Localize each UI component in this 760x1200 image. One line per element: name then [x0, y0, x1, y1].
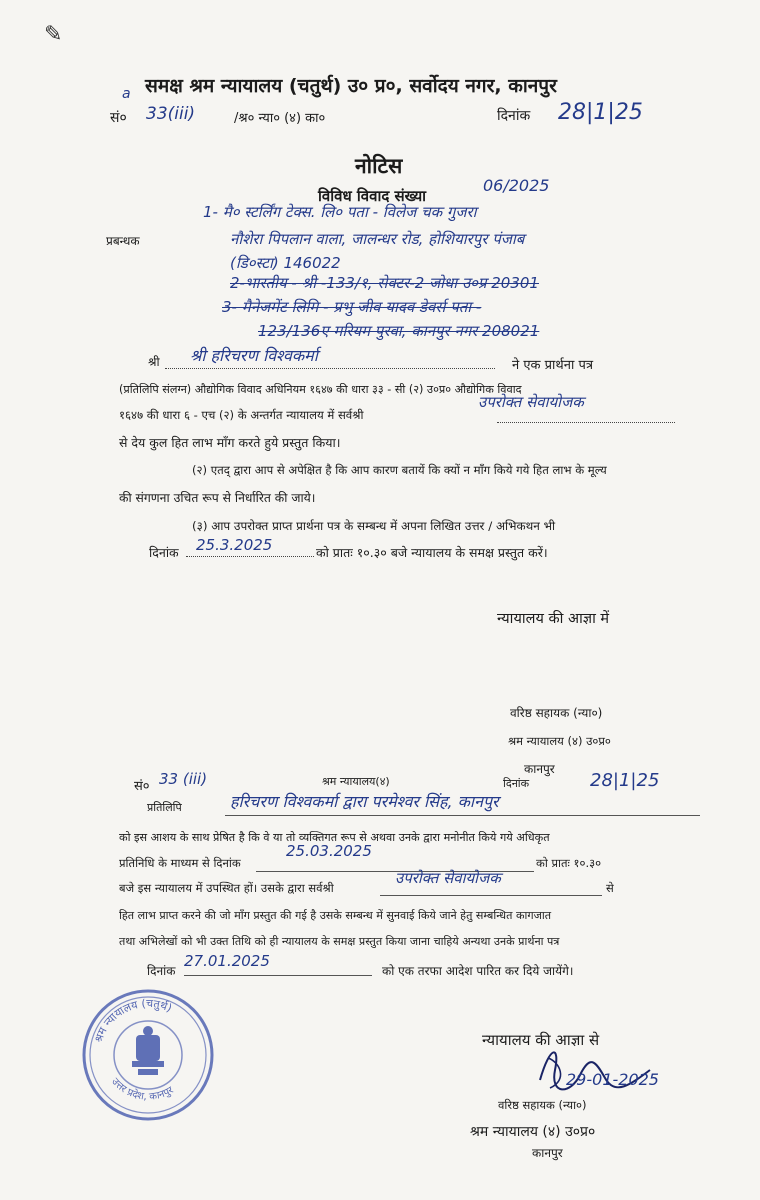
p1-line1-end: ने एक प्रार्थना पत्र [512, 358, 593, 373]
copy-line4: हित लाभ प्राप्त करने की जो माँग प्रस्तुत की गई है उसके सम्बन्ध में सुनवाई किये जाने हेतु सम्बन्धित कागजात [119, 909, 552, 922]
ref-suffix: /श्र० न्या० (४) का० [234, 111, 326, 126]
copy-line3-rule [380, 894, 602, 896]
copy-line6-label: दिनांक [147, 964, 176, 978]
ref-label: सं० [110, 110, 127, 126]
p1-line4: से देय कुल हित लाभ माँग करते हुये प्रस्तुत किया। [119, 435, 341, 450]
copy-line2-date: 25.03.2025 [286, 842, 372, 860]
copy-ref-value: 33 (iii) [159, 770, 208, 788]
court-seal [78, 985, 218, 1125]
p2-line1: (२) एतद् द्वारा आप से अपेक्षित है कि आप कारण बतायें कि क्यों न माँग किये गये हित लाभ के मूल्य [192, 463, 607, 477]
copy-line2-end: को प्रातः १०.३० [536, 856, 602, 870]
management-label: प्रबन्धक [106, 234, 140, 248]
copy-date-label: दिनांक [503, 777, 530, 790]
p3-date-label: दिनांक [149, 545, 179, 560]
p1-line3-dots [497, 418, 675, 423]
court-title: समक्ष श्रम न्यायालय (चतुर्थ) उ० प्र०, सर्वोदय नगर, कानपुर [145, 75, 557, 97]
copy-line3-end: से [606, 881, 614, 895]
copy-label: प्रतिलिपि [147, 801, 182, 814]
party-line-6: 123/136ए मरियम पुरवा, कानपुर नगर 208021 [258, 322, 540, 340]
copy-line6-end: को एक तरफा आदेश पारित कर दिये जायेंगे। [382, 964, 574, 978]
party-line-2: नौशेरा पिपलान वाला, जालन्धर रोड, होशियारपुर पंजाब [230, 230, 525, 248]
seal-text-bottom: उत्तर प्रदेश, कानपुर [109, 1076, 176, 1103]
p3-line2-end: को प्रातः १०.३० बजे न्यायालय के समक्ष प्रस्तुत करें। [316, 545, 548, 560]
p3-date-value: 25.3.2025 [196, 536, 273, 554]
copy-line6-date: 27.01.2025 [184, 952, 270, 970]
case-value: 06/2025 [483, 176, 550, 195]
notice-sign-title: वरिष्ठ सहायक (न्या०) [510, 706, 603, 720]
p1-line3: १६४७ की धारा ६ - एच (२) के अन्तर्गत न्यायालय में सर्वश्री [119, 408, 364, 422]
svg-text:उत्तर प्रदेश, कानपुर [109, 1076, 176, 1102]
p3-line1: (३) आप उपरोक्त प्राप्त प्रार्थना पत्र के सम्बन्ध में अपना लिखित उत्तर / अभिकथन भी [192, 519, 556, 533]
copy-sign-date: 29-01-2025 [566, 1070, 659, 1089]
copy-sign-court: श्रम न्यायालय (४) उ०प्र० [470, 1124, 596, 1140]
copy-line3: बजे इस न्यायालय में उपस्थित हों। उसके द्वारा सर्वश्री [119, 881, 334, 895]
copy-court-label: श्रम न्यायालय(४) [322, 775, 390, 788]
copy-line3-hand: उपरोक्त सेवायोजक [395, 869, 501, 887]
copy-line2: प्रतिनिधि के माध्यम से दिनांक [119, 856, 241, 870]
copy-line1: को इस आशय के साथ प्रेषित है कि वे या तो व्यक्तिगत रूप से अथवा उनके द्वारा मनोनीत किये गये अधिकृत [119, 831, 550, 844]
seal-graphic [78, 985, 218, 1125]
ref-value: 33(iii) [146, 104, 196, 124]
party-line-1: 1- मै० स्टर्लिंग टेक्स. लि० पता - विलेज चक गुजरा [203, 203, 477, 221]
copy-line6-rule [184, 974, 372, 976]
notice-sign-court: श्रम न्यायालय (४) उ०प्र० [508, 734, 611, 748]
case-label: विविध विवाद संख्या [318, 187, 427, 205]
p1-line2: (प्रतिलिपि संलग्न) औद्योगिक विवाद अधिनियम १६४७ की धारा ३३ - सी (२) उ०प्र० औद्योगिक विवाद [119, 383, 522, 396]
copy-order-line: न्यायालय की आज्ञा से [482, 1031, 600, 1049]
applicant-name: श्री हरिचरण विश्वकर्मा [190, 346, 318, 365]
seal-text-top: श्रम न्यायालय (चतुर्थ) [91, 996, 174, 1045]
copy-ref-label: सं० [134, 779, 150, 794]
p1-line3-hand: उपरोक्त सेवायोजक [478, 393, 584, 411]
party-line-5: 3- मैनेजमेंट लिमि - प्रभु जीव यादव डेवर्स पता - [222, 298, 482, 316]
p2-line2: की संगणना उचित रूप से निर्धारित की जाये। [119, 491, 316, 505]
copy-sign-city: कानपुर [532, 1146, 563, 1160]
copy-date-value: 28|1|25 [590, 770, 660, 791]
svg-text:श्रम न्यायालय (चतुर्थ) [92, 997, 174, 1044]
date-label: दिनांक [497, 108, 531, 124]
copy-sign-title: वरिष्ठ सहायक (न्या०) [498, 1098, 587, 1112]
corner-mark: ✎ [44, 22, 63, 47]
notice-title: नोटिस [355, 154, 403, 178]
ref-number-mark: a [122, 86, 131, 102]
applicant-prefix: श्री [148, 355, 160, 369]
notice-order-line: न्यायालय की आज्ञा में [497, 611, 610, 627]
copy-kanpur: कानपुर [524, 762, 555, 776]
party-line-3: (डि०स्टा) 146022 [230, 254, 341, 272]
copy-recipient-rule [225, 814, 700, 816]
date-value: 28|1|25 [558, 100, 643, 125]
copy-recipient: हरिचरण विश्वकर्मा द्वारा परमेश्वर सिंह, कानपुर [230, 792, 499, 811]
party-line-4: 2-भारतीय - श्री -133/१, सेक्टर-2 जोधा उ०प्र 20301 [230, 274, 539, 292]
copy-line5: तथा अभिलेखों को भी उक्त तिथि को ही न्यायालय के समक्ष प्रस्तुत किया जाना चाहिये अन्यथा उनके प्रार्थना पत्र [119, 935, 560, 948]
